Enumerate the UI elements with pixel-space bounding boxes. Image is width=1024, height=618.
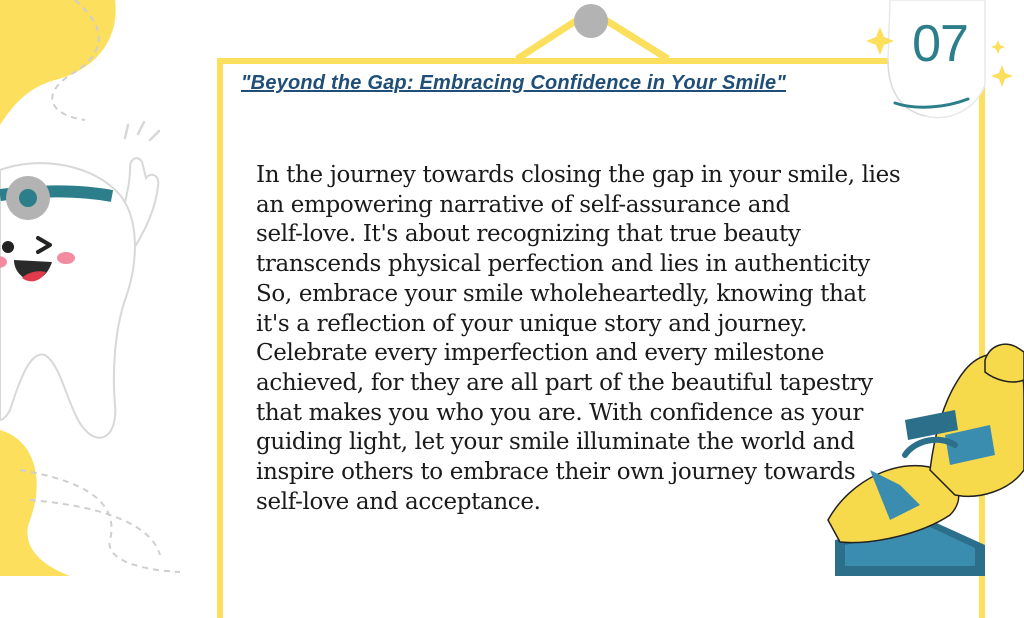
body-line: Celebrate every imperfection and every milestone <box>256 340 825 367</box>
body-line: So, embrace your smile wholeheartedly, knowing that <box>256 280 866 307</box>
slide-title: "Beyond the Gap: Embracing Confidence in Your Smile" <box>241 72 786 94</box>
page-number: 07 <box>912 15 968 73</box>
body-line: it's a reflection of your unique story and journey. <box>256 310 808 337</box>
body-line: inspire others to embrace their own journey towards <box>256 459 856 486</box>
body-line: guiding light, let your smile illuminate the world and <box>256 429 855 456</box>
body-line: an empowering narrative of self-assurance and <box>256 191 790 218</box>
body-line: achieved, for they are all part of the beautiful tapestry <box>256 369 873 396</box>
body-line: self-love. It's about recognizing that true beauty <box>256 221 801 248</box>
body-line: that makes you who you are. With confidence as your <box>256 399 863 426</box>
body-line: In the journey towards closing the gap in your smile, lies <box>256 162 901 188</box>
body-line: transcends physical perfection and lies in authenticity <box>256 251 870 278</box>
body-line: self-love and acceptance. <box>256 488 541 515</box>
